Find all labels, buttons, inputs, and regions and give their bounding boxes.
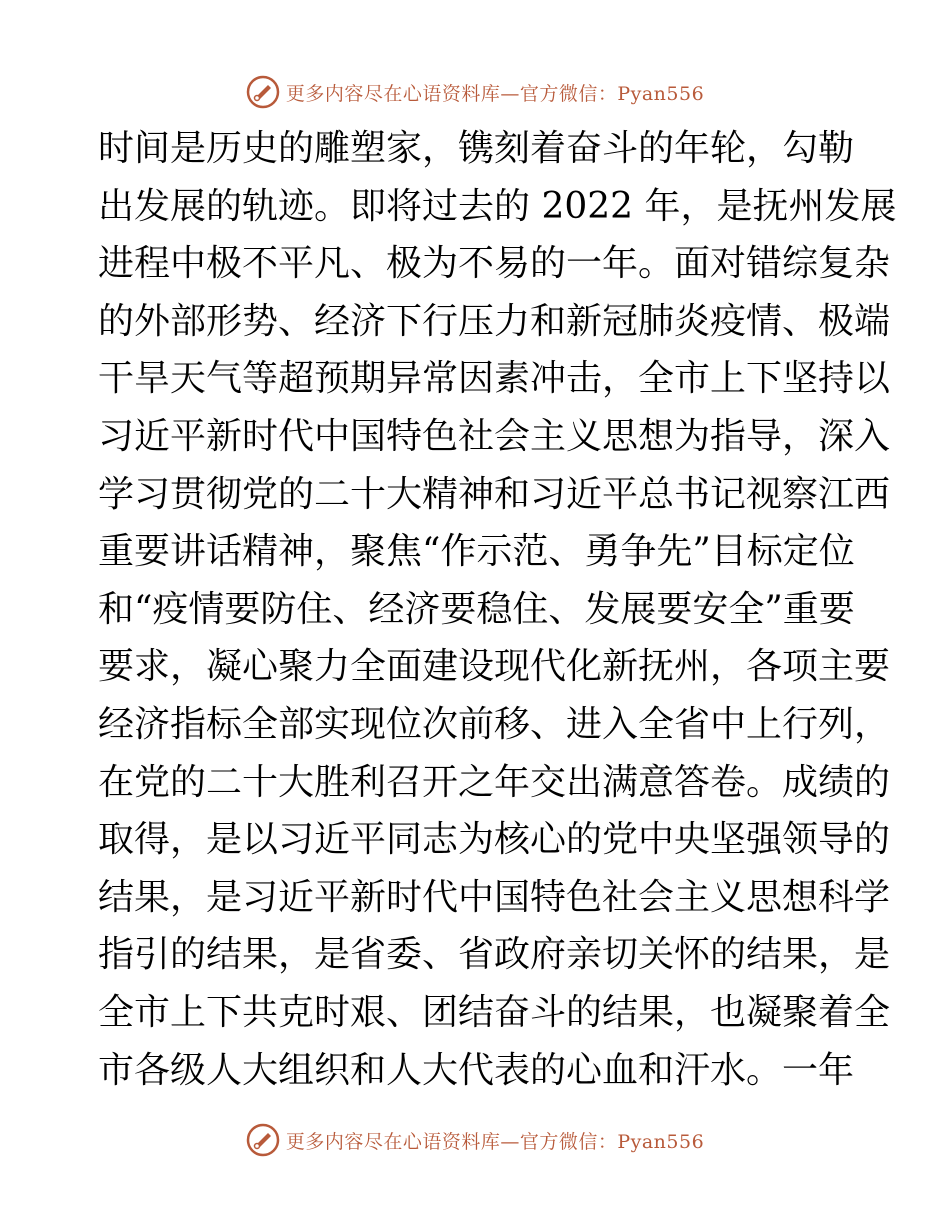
paragraph-line: 重要讲话精神，聚焦“作示范、勇争先”目标定位 [98,531,855,573]
paragraph-line: 干旱天气等超预期异常因素冲击，全市上下坚持以 [98,358,891,400]
brand-logo-icon [246,75,280,109]
brand-logo-icon [246,1123,280,1157]
paragraph-line: 经济指标全部实现位次前移、进入全省中上行列， [98,703,891,745]
paragraph-line: 的外部形势、经济下行压力和新冠肺炎疫情、极端 [98,300,891,342]
paragraph-line: 全市上下共克时艰、团结奋斗的结果，也凝聚着全 [98,991,891,1033]
paragraph-line: 在党的二十大胜利召开之年交出满意答卷。成绩的 [98,761,891,803]
paragraph-line: 市各级人大组织和人大代表的心血和汗水。一年 [98,1049,855,1091]
paragraph-line: 指引的结果，是省委、省政府亲切关怀的结果，是 [98,934,891,976]
paragraph-line: 时间是历史的雕塑家，镌刻着奋斗的年轮，勾勒 [98,128,855,169]
banner-text: 更多内容尽在心语资料库—官方微信：Pyan556 [285,82,705,105]
banner-text: 更多内容尽在心语资料库—官方微信：Pyan556 [285,1130,705,1153]
document-body [98,120,897,1099]
paragraph-line: 取得，是以习近平同志为核心的党中央坚强领导的 [98,819,891,861]
paragraph-line: 和“疫情要防住、经济要稳住、发展要安全”重要 [98,588,855,630]
footer-watermark-banner [0,1120,950,1160]
paragraph-line: 结果，是习近平新时代中国特色社会主义思想科学 [98,876,891,918]
paragraph-line: 出发展的轨迹。即将过去的 2022 年，是抚州发展 [98,185,897,227]
paragraph-line: 习近平新时代中国特色社会主义思想为指导，深入 [98,415,891,457]
paragraph-line: 进程中极不平凡、极为不易的一年。面对错综复杂 [98,243,891,285]
header-watermark-banner [0,72,950,112]
paragraph-line: 学习贯彻党的二十大精神和习近平总书记视察江西 [98,473,891,515]
paragraph-line: 要求，凝心聚力全面建设现代化新抚州，各项主要 [98,646,891,688]
